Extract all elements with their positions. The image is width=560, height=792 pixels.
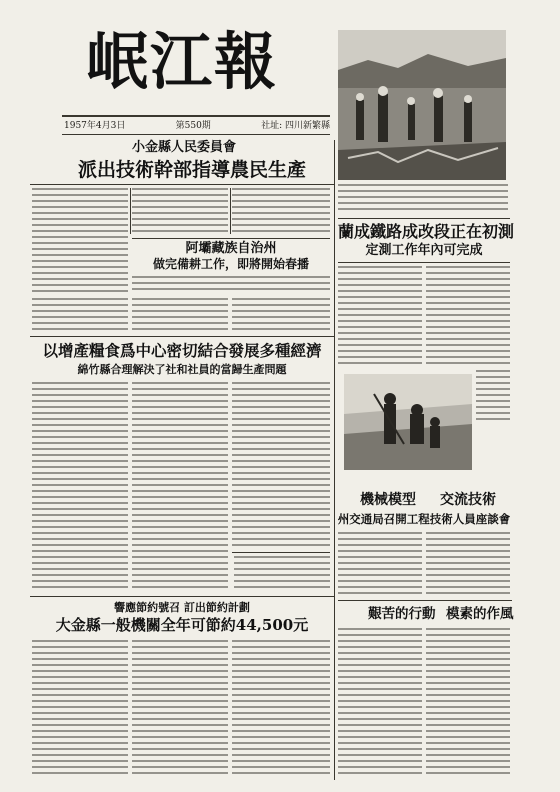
section-rule	[132, 238, 330, 239]
masthead-title: 岷江報	[86, 25, 279, 98]
article-headline: 交流技術	[440, 492, 496, 508]
article-headline: 以增產糧食爲中心密切結合發展多種經濟	[42, 341, 322, 360]
article-body	[232, 298, 330, 330]
article-body	[476, 370, 510, 420]
article-body	[132, 298, 228, 330]
issue-number: 第550期	[175, 121, 211, 131]
issue-date: 1957年4月3日	[64, 121, 126, 131]
section-rule	[30, 336, 334, 337]
article-body	[338, 532, 422, 596]
article-body	[232, 640, 330, 778]
article-kicker: 響應節約號召 訂出節約計劃	[114, 601, 250, 614]
publisher-address: 社址: 四川新繁縣	[261, 121, 330, 131]
masthead-rule-bottom	[62, 134, 330, 135]
article-kicker: 機械模型	[360, 492, 416, 508]
section-rule	[30, 596, 334, 597]
article-subhead: 綿竹縣合理解決了社和社員的當歸生產問題	[77, 363, 287, 376]
harvest-field-photo	[338, 30, 506, 180]
article-body	[132, 188, 228, 234]
article-headline: 派出技術幹部指導農民生產	[77, 159, 306, 181]
article-body	[32, 298, 128, 330]
section-rule	[232, 552, 330, 553]
article-body	[32, 640, 128, 778]
article-subhead: 定測工作年內可完成	[365, 243, 483, 258]
article-body	[132, 640, 228, 778]
article-body	[426, 266, 510, 366]
article-subhead: 做完備耕工作，即將開始春播	[152, 257, 309, 271]
article-kicker: 小金縣人民委員會	[131, 140, 236, 155]
article-subhead: 州交通局召開工程技術人員座談會	[337, 512, 511, 526]
article-body	[132, 276, 330, 294]
section-rule	[30, 184, 334, 185]
article-headline: 阿壩藏族自治州	[185, 241, 277, 256]
article-body	[232, 382, 330, 550]
article-body	[234, 556, 330, 592]
column-separator	[334, 140, 335, 780]
section-rule	[338, 600, 512, 601]
section-rule	[338, 218, 510, 219]
article-body	[426, 628, 510, 778]
article-subhead: 模素的作風	[446, 606, 514, 622]
section-rule	[338, 262, 510, 263]
article-body	[132, 382, 228, 592]
article-body	[32, 382, 128, 592]
column-separator	[230, 188, 231, 234]
road-workers-photo	[344, 374, 472, 470]
article-body	[32, 188, 128, 294]
article-body	[338, 266, 422, 366]
photo-caption-text	[338, 184, 508, 210]
article-headline: 蘭成鐵路成改段正在初測	[338, 222, 515, 241]
column-separator	[130, 188, 131, 234]
article-body	[232, 188, 330, 234]
article-body	[338, 628, 422, 778]
article-body	[426, 532, 510, 596]
article-headline: 艱苦的行動	[368, 606, 436, 622]
article-headline: 大金縣一般機關全年可節約44,500元	[55, 616, 309, 634]
masthead-rule	[62, 115, 330, 117]
issue-line	[64, 120, 330, 132]
